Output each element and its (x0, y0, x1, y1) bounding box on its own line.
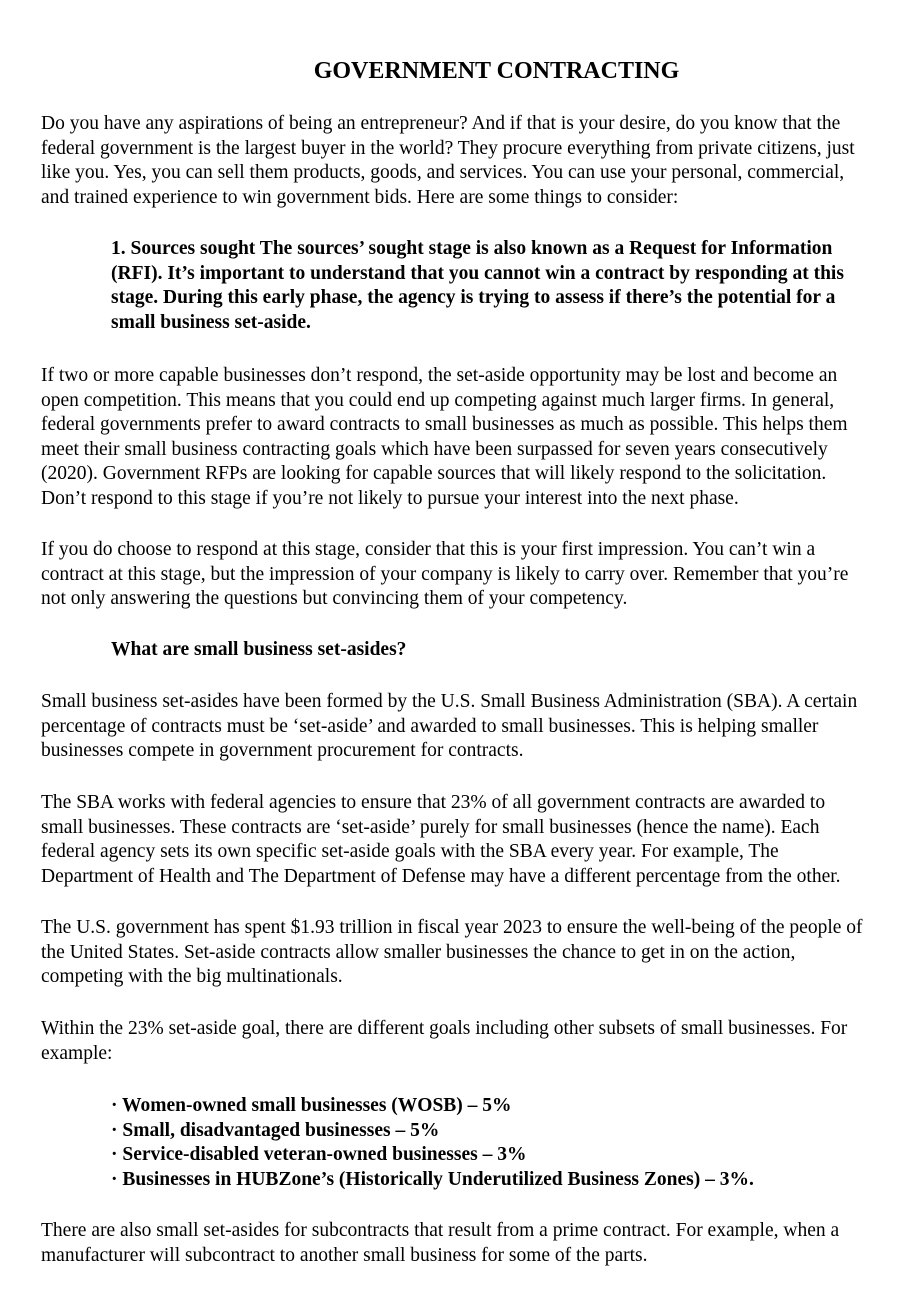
sources-sought-item (111, 237, 844, 335)
spent-paragraph (41, 916, 863, 990)
bullet-dot: · (111, 1119, 118, 1141)
text-line: open competition. This means that you could end up competing against much larger firms. In general, (41, 389, 835, 411)
text-line: Department of Health and The Department of Defense may have a different percentage from the other. (41, 865, 841, 887)
list-item-text: Service-disabled veteran-owned businesses – 3% (122, 1144, 527, 1166)
text-line: businesses compete in government procurement for contracts. (41, 740, 524, 762)
list-item-text: Women-owned small businesses (WOSB) – 5% (122, 1095, 512, 1116)
list-item-text: Businesses in HUBZone’s (Historically Underutilized Business Zones) – 3%. (122, 1168, 754, 1190)
list-item-text: Small, disadvantaged businesses – 5% (122, 1119, 440, 1141)
text-line: If two or more capable businesses don’t respond, the set-aside opportunity may be lost and become an (41, 365, 838, 386)
text-line: meet their small business contracting goals which have been surpassed for seven years consecutively (41, 438, 828, 460)
text-line: percentage of contracts must be ‘set-aside’ and awarded to small businesses. This is helping smaller (41, 715, 819, 737)
set-aside-goals-list (111, 1094, 754, 1192)
list-item (111, 1143, 754, 1168)
two-or-more-paragraph (41, 364, 848, 512)
intro-paragraph (41, 112, 855, 210)
section-subheading (111, 638, 406, 663)
list-item (111, 1094, 754, 1119)
text-line: The SBA works with federal agencies to ensure that 23% of all government contracts are awarded to (41, 792, 826, 813)
text-line: 1. Sources sought The sources’ sought stage is also known as a Request for Information (111, 238, 833, 259)
text-line: Do you have any aspirations of being an entrepreneur? And if that is your desire, do you know that the (41, 113, 841, 134)
text-line: manufacturer will subcontract to another small business for some of the parts. (41, 1244, 648, 1266)
text-line: Small business set-asides have been formed by the U.S. Small Business Administration (SBA). A certain (41, 691, 858, 712)
bullet-dot: · (111, 1168, 118, 1190)
text-line: (2020). Government RFPs are looking for capable sources that will likely respond to the solicitation. (41, 463, 827, 485)
text-line: There are also small set-asides for subcontracts that result from a prime contract. For example, when a (41, 1220, 840, 1241)
text-line: federal agency sets its own specific set-aside goals with the SBA every year. For example, The (41, 841, 779, 863)
text-line: federal government is the largest buyer in the world? They procure everything from private citizens, just (41, 137, 855, 159)
text-line: competing with the big multinationals. (41, 966, 343, 988)
list-item (111, 1119, 754, 1144)
text-line: The U.S. government has spent $1.93 trillion in fiscal year 2023 to ensure the well-being of the people of (41, 917, 863, 938)
text-line: and trained experience to win government bids. Here are some things to consider: (41, 186, 679, 208)
text-line: stage. During this early phase, the agency is trying to assess if there’s the potential for a (111, 287, 836, 309)
page-title: GOVERNMENT CONTRACTING (313, 58, 680, 84)
text-line: like you. Yes, you can sell them products, goods, and services. You can use your personal, commercial, (41, 162, 845, 184)
text-line: not only answering the questions but convincing them of your competency. (41, 588, 628, 610)
text-line: Within the 23% set-aside goal, there are different goals including other subsets of small businesses. For (41, 1018, 848, 1039)
text-line: contract at this stage, but the impression of your company is likely to carry over. Remember that you’re (41, 563, 849, 585)
text-line: federal governments prefer to award contracts to small businesses as much as possible. This helps them (41, 414, 848, 436)
text-line: the United States. Set-aside contracts allow smaller businesses the chance to get in on the action, (41, 941, 796, 963)
text-line: Don’t respond to this stage if you’re not likely to pursue your interest into the next phase. (41, 487, 739, 509)
subcontracts-paragraph (41, 1219, 839, 1268)
sba-works-paragraph (41, 791, 841, 889)
text-line: If you do choose to respond at this stage, consider that this is your first impression. You can’t win a (41, 539, 816, 560)
text-line: (RFI). It’s important to understand that you cannot win a contract by responding at this (111, 262, 844, 284)
subheading-text: What are small business set-asides? (111, 639, 407, 660)
text-line: small business set-aside. (111, 311, 311, 333)
text-line: example: (41, 1042, 113, 1064)
bullet-dot: · (111, 1144, 118, 1166)
respond-paragraph (41, 538, 848, 612)
list-item (111, 1168, 754, 1193)
text-line: small businesses. These contracts are ‘set-aside’ purely for small businesses (hence the name). Each (41, 816, 820, 838)
within-paragraph (41, 1017, 847, 1066)
bullet-dot: · (111, 1095, 118, 1116)
sba-formed-paragraph (41, 690, 857, 764)
